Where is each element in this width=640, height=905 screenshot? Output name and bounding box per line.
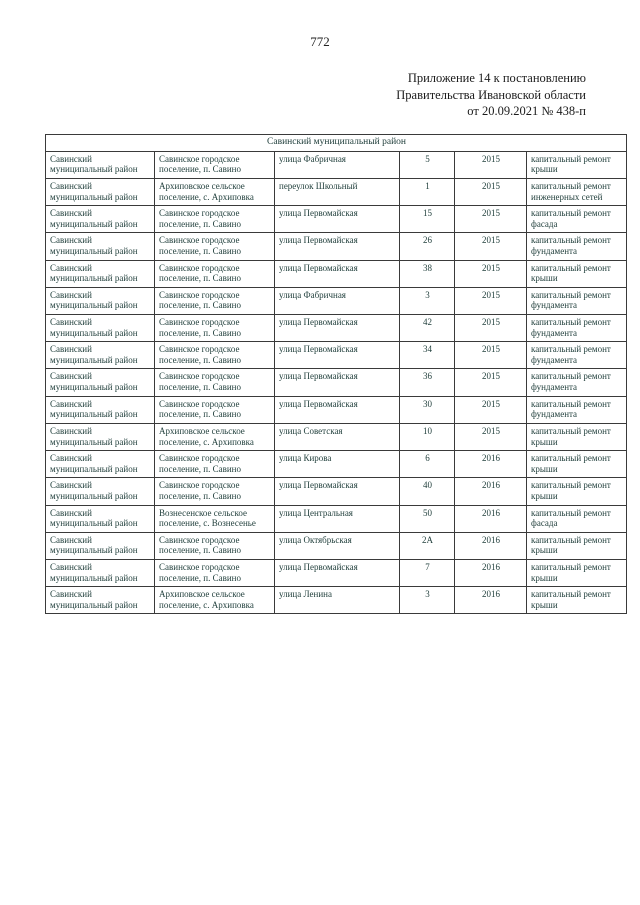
cell-year: 2015 [455,206,527,233]
cell-house: 15 [400,206,455,233]
cell-settlement: Савинское городское поселение, п. Савино [155,478,275,505]
cell-district: Савинский муниципальный район [46,260,155,287]
table-row [46,478,627,505]
cell-street: улица Ленина [275,587,400,614]
table-row [46,315,627,342]
cell-district: Савинский муниципальный район [46,287,155,314]
cell-work: капитальный ремонт фундамента [527,315,627,342]
table-row [46,587,627,614]
cell-district: Савинский муниципальный район [46,369,155,396]
cell-street: переулок Школьный [275,178,400,205]
cell-house: 2А [400,532,455,559]
cell-street: улица Центральная [275,505,400,532]
cell-settlement: Савинское городское поселение, п. Савино [155,287,275,314]
cell-street: улица Первомайская [275,260,400,287]
cell-house: 3 [400,587,455,614]
cell-district: Савинский муниципальный район [46,315,155,342]
cell-settlement: Савинское городское поселение, п. Савино [155,206,275,233]
cell-work: капитальный ремонт крыши [527,587,627,614]
table-row [46,423,627,450]
cell-year: 2016 [455,478,527,505]
table-row [46,233,627,260]
cell-house: 26 [400,233,455,260]
table-row [46,559,627,586]
repair-program-table [45,134,627,615]
cell-settlement: Савинское городское поселение, п. Савино [155,369,275,396]
cell-year: 2015 [455,178,527,205]
cell-house: 36 [400,369,455,396]
table-row [46,260,627,287]
cell-street: улица Первомайская [275,342,400,369]
annex-line-1: Приложение 14 к постановлению [407,71,586,85]
cell-settlement: Вознесенское сельское поселение, с. Вознесенье [155,505,275,532]
cell-street: улица Кирова [275,451,400,478]
cell-year: 2015 [455,260,527,287]
cell-year: 2015 [455,151,527,178]
table-row [46,342,627,369]
cell-district: Савинский муниципальный район [46,206,155,233]
cell-work: капитальный ремонт фасада [527,206,627,233]
table-row [46,206,627,233]
cell-street: улица Первомайская [275,396,400,423]
cell-house: 7 [400,559,455,586]
cell-house: 10 [400,423,455,450]
annex-line-3: от 20.09.2021 № 438-п [467,104,586,118]
cell-work: капитальный ремонт крыши [527,532,627,559]
cell-settlement: Архиповское сельское поселение, с. Архиповка [155,587,275,614]
cell-year: 2016 [455,505,527,532]
cell-street: улица Первомайская [275,559,400,586]
table-row [46,396,627,423]
cell-work: капитальный ремонт крыши [527,559,627,586]
cell-house: 30 [400,396,455,423]
annex-header [0,70,586,120]
cell-year: 2015 [455,423,527,450]
cell-settlement: Савинское городское поселение, п. Савино [155,396,275,423]
cell-work: капитальный ремонт крыши [527,151,627,178]
cell-settlement: Архиповское сельское поселение, с. Архиповка [155,423,275,450]
cell-work: капитальный ремонт инженерных сетей [527,178,627,205]
cell-house: 38 [400,260,455,287]
cell-street: улица Первомайская [275,369,400,396]
cell-settlement: Савинское городское поселение, п. Савино [155,260,275,287]
cell-year: 2016 [455,532,527,559]
cell-year: 2016 [455,587,527,614]
cell-settlement: Савинское городское поселение, п. Савино [155,451,275,478]
section-header-row [46,134,627,151]
cell-district: Савинский муниципальный район [46,478,155,505]
cell-work: капитальный ремонт фундамента [527,396,627,423]
table-row [46,532,627,559]
cell-street: улица Первомайская [275,478,400,505]
cell-settlement: Савинское городское поселение, п. Савино [155,559,275,586]
cell-work: капитальный ремонт крыши [527,478,627,505]
cell-district: Савинский муниципальный район [46,559,155,586]
table-row [46,178,627,205]
cell-house: 34 [400,342,455,369]
cell-work: капитальный ремонт крыши [527,423,627,450]
cell-street: улица Фабричная [275,287,400,314]
cell-house: 42 [400,315,455,342]
cell-work: капитальный ремонт крыши [527,451,627,478]
cell-district: Савинский муниципальный район [46,151,155,178]
cell-house: 40 [400,478,455,505]
cell-settlement: Савинское городское поселение, п. Савино [155,151,275,178]
section-header: Савинский муниципальный район [46,134,627,151]
cell-year: 2015 [455,315,527,342]
cell-house: 1 [400,178,455,205]
table-row [46,151,627,178]
cell-street: улица Октябрьская [275,532,400,559]
cell-district: Савинский муниципальный район [46,342,155,369]
table-row [46,369,627,396]
cell-street: улица Фабричная [275,151,400,178]
cell-work: капитальный ремонт фундамента [527,233,627,260]
cell-house: 3 [400,287,455,314]
cell-district: Савинский муниципальный район [46,396,155,423]
cell-year: 2015 [455,287,527,314]
cell-year: 2015 [455,369,527,396]
cell-district: Савинский муниципальный район [46,178,155,205]
cell-settlement: Савинское городское поселение, п. Савино [155,532,275,559]
cell-year: 2015 [455,233,527,260]
cell-house: 6 [400,451,455,478]
cell-work: капитальный ремонт фасада [527,505,627,532]
cell-settlement: Архиповское сельское поселение, с. Архиповка [155,178,275,205]
cell-settlement: Савинское городское поселение, п. Савино [155,342,275,369]
cell-district: Савинский муниципальный район [46,587,155,614]
cell-settlement: Савинское городское поселение, п. Савино [155,315,275,342]
cell-district: Савинский муниципальный район [46,505,155,532]
annex-line-2: Правительства Ивановской области [396,87,586,102]
cell-year: 2015 [455,396,527,423]
cell-work: капитальный ремонт фундамента [527,369,627,396]
cell-work: капитальный ремонт фундамента [527,342,627,369]
cell-street: улица Первомайская [275,206,400,233]
table-row [46,287,627,314]
cell-street: улица Первомайская [275,315,400,342]
cell-street: улица Первомайская [275,233,400,260]
cell-year: 2016 [455,559,527,586]
page-number: 772 [310,34,330,49]
cell-house: 5 [400,151,455,178]
cell-house: 50 [400,505,455,532]
cell-work: капитальный ремонт крыши [527,260,627,287]
table-row [46,451,627,478]
cell-district: Савинский муниципальный район [46,451,155,478]
cell-work: капитальный ремонт фундамента [527,287,627,314]
table-row [46,505,627,532]
cell-year: 2016 [455,451,527,478]
cell-district: Савинский муниципальный район [46,532,155,559]
cell-district: Савинский муниципальный район [46,423,155,450]
cell-street: улица Советская [275,423,400,450]
cell-settlement: Савинское городское поселение, п. Савино [155,233,275,260]
cell-district: Савинский муниципальный район [46,233,155,260]
cell-year: 2015 [455,342,527,369]
